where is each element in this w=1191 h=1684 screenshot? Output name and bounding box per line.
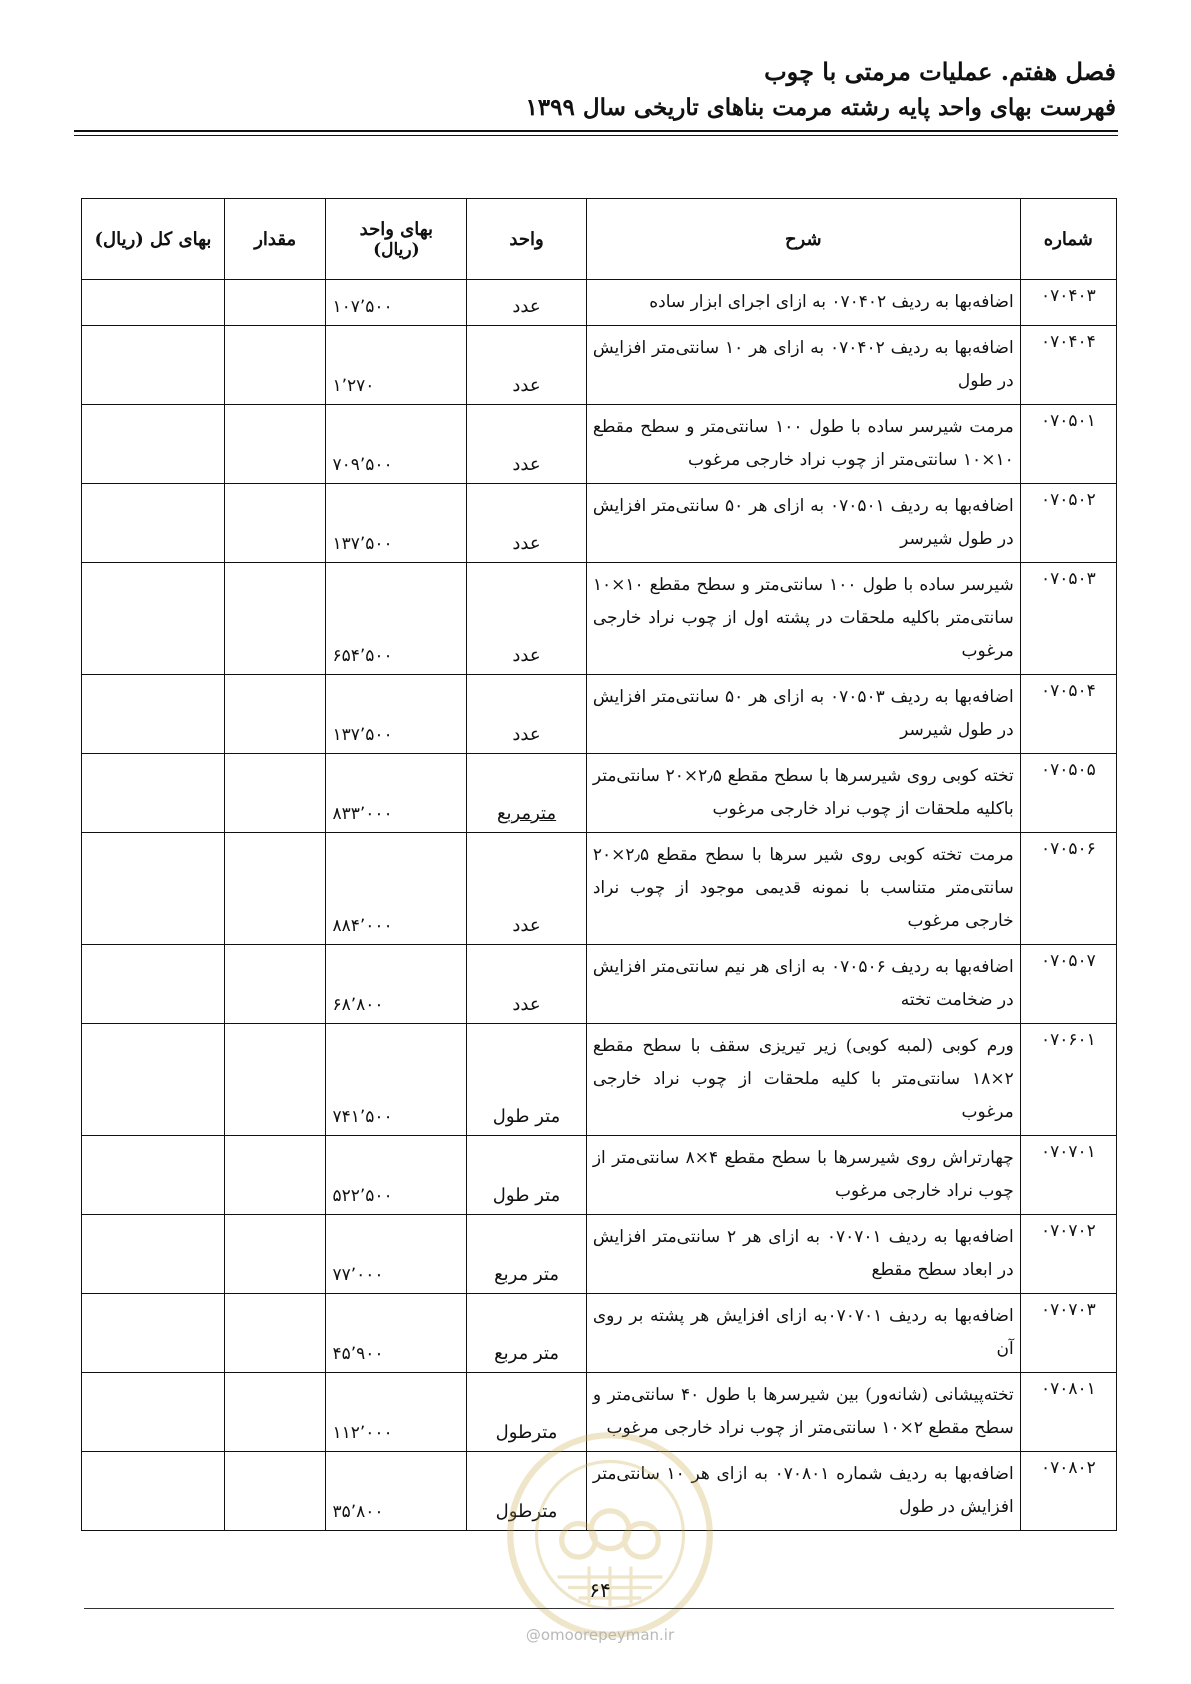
row-total-price bbox=[82, 563, 225, 675]
row-quantity bbox=[224, 1294, 326, 1373]
row-code: ۰۷۰۵۰۲ bbox=[1020, 484, 1116, 563]
row-total-price bbox=[82, 405, 225, 484]
header-divider-thick bbox=[74, 130, 1118, 132]
row-quantity bbox=[224, 945, 326, 1024]
row-description: تخته کوبی روی شیرسرها با سطح مقطع ۲٫۵×۲۰ سانتی‌متر باکلیه ملحقات از چوب نراد خارجی مرغوب bbox=[586, 754, 1020, 833]
header-unit-price bbox=[326, 199, 467, 280]
row-unit-label: عدد bbox=[512, 454, 541, 475]
row-code: ۰۷۰۷۰۳ bbox=[1020, 1294, 1116, 1373]
row-unit bbox=[467, 405, 587, 484]
table-row bbox=[82, 945, 1117, 1024]
table-row bbox=[82, 1024, 1117, 1136]
row-code: ۰۷۰۶۰۱ bbox=[1020, 1024, 1116, 1136]
header-description: شرح bbox=[586, 199, 1020, 280]
row-description: شیرسر ساده با طول ۱۰۰ سانتی‌متر و سطح مقطع ۱۰×۱۰ سانتی‌متر باکلیه ملحقات در پشته اول از چوب نراد خارجی مرغوب bbox=[586, 563, 1020, 675]
table-row bbox=[82, 754, 1117, 833]
chapter-title: فصل هفتم. عملیات مرمتی با چوب bbox=[764, 57, 1116, 86]
row-unit-price: ۴۵٬۹۰۰ bbox=[326, 1294, 467, 1373]
row-unit-label: عدد bbox=[512, 296, 541, 317]
footer-watermark-url: @omoorepeyman.ir bbox=[525, 1626, 675, 1644]
row-total-price bbox=[82, 754, 225, 833]
row-code: ۰۷۰۵۰۷ bbox=[1020, 945, 1116, 1024]
row-description: اضافه‌بها به ردیف ۰۷۰۷۰۱به ازای افزایش هر پشته بر روی آن bbox=[586, 1294, 1020, 1373]
row-unit-label: مترطول bbox=[495, 1501, 558, 1522]
row-quantity bbox=[224, 754, 326, 833]
row-quantity bbox=[224, 1136, 326, 1215]
row-code: ۰۷۰۴۰۴ bbox=[1020, 326, 1116, 405]
row-code: ۰۷۰۵۰۱ bbox=[1020, 405, 1116, 484]
row-quantity bbox=[224, 1373, 326, 1452]
row-quantity bbox=[224, 833, 326, 945]
table-body bbox=[82, 280, 1117, 1531]
row-description: اضافه‌بها به ردیف شماره ۰۷۰۸۰۱ به ازای هر ۱۰ سانتی‌متر افزایش در طول bbox=[586, 1452, 1020, 1531]
row-unit-label: متر مربع bbox=[494, 1343, 559, 1364]
row-unit bbox=[467, 833, 587, 945]
row-unit-label: متر طول bbox=[492, 1185, 561, 1206]
row-quantity bbox=[224, 1452, 326, 1531]
row-unit bbox=[467, 1373, 587, 1452]
row-total-price bbox=[82, 1452, 225, 1531]
row-unit-label: عدد bbox=[512, 724, 541, 745]
table-row bbox=[82, 280, 1117, 326]
table-row bbox=[82, 1215, 1117, 1294]
table-row bbox=[82, 1136, 1117, 1215]
row-unit-price: ۷۷٬۰۰۰ bbox=[326, 1215, 467, 1294]
row-description: چهارتراش روی شیرسرها با سطح مقطع ۴×۸ سانتی‌متر از چوب نراد خارجی مرغوب bbox=[586, 1136, 1020, 1215]
row-total-price bbox=[82, 1136, 225, 1215]
header-unit-price-currency: (ریال) bbox=[373, 239, 420, 260]
row-unit bbox=[467, 1136, 587, 1215]
row-total-price bbox=[82, 1294, 225, 1373]
header-code: شماره bbox=[1020, 199, 1116, 280]
row-code: ۰۷۰۷۰۱ bbox=[1020, 1136, 1116, 1215]
row-description: تخته‌پیشانی (شانه‌ور) بین شیرسرها با طول ۴۰ سانتی‌متر و سطح مقطع ۲×۱۰ سانتی‌متر از چوب نراد خارجی مرغوب bbox=[586, 1373, 1020, 1452]
row-unit bbox=[467, 945, 587, 1024]
row-unit-label: عدد bbox=[512, 375, 541, 396]
row-unit-price: ۷۰۹٬۵۰۰ bbox=[326, 405, 467, 484]
row-total-price bbox=[82, 280, 225, 326]
row-unit-price: ۱۱۲٬۰۰۰ bbox=[326, 1373, 467, 1452]
header-unit-price-label: بهای واحد bbox=[359, 218, 434, 240]
row-unit bbox=[467, 280, 587, 326]
row-code: ۰۷۰۵۰۵ bbox=[1020, 754, 1116, 833]
row-quantity bbox=[224, 405, 326, 484]
row-unit-price: ۷۴۱٬۵۰۰ bbox=[326, 1024, 467, 1136]
row-unit-label: عدد bbox=[512, 915, 541, 936]
header-divider-thin bbox=[74, 135, 1118, 136]
row-unit bbox=[467, 326, 587, 405]
table-row bbox=[82, 1373, 1117, 1452]
row-quantity bbox=[224, 563, 326, 675]
row-quantity bbox=[224, 326, 326, 405]
row-quantity bbox=[224, 484, 326, 563]
row-code: ۰۷۰۴۰۳ bbox=[1020, 280, 1116, 326]
row-description: اضافه‌بها به ردیف ۰۷۰۴۰۲ به ازای اجرای ابزار ساده bbox=[586, 280, 1020, 326]
price-list-table bbox=[81, 198, 1117, 1531]
table-row bbox=[82, 563, 1117, 675]
row-code: ۰۷۰۵۰۴ bbox=[1020, 675, 1116, 754]
row-unit-label: متر طول bbox=[492, 1106, 561, 1127]
row-unit-price: ۸۸۴٬۰۰۰ bbox=[326, 833, 467, 945]
row-quantity bbox=[224, 1215, 326, 1294]
table-row bbox=[82, 833, 1117, 945]
table-row bbox=[82, 484, 1117, 563]
row-unit-price: ۵۲۲٬۵۰۰ bbox=[326, 1136, 467, 1215]
row-description: اضافه‌بها به ردیف ۰۷۰۵۰۶ به ازای هر نیم سانتی‌متر افزایش در ضخامت تخته bbox=[586, 945, 1020, 1024]
row-unit-label: عدد bbox=[512, 994, 541, 1015]
table-header-row bbox=[82, 199, 1117, 280]
row-unit-price: ۱٬۲۷۰ bbox=[326, 326, 467, 405]
table-row bbox=[82, 1294, 1117, 1373]
page-number: ۶۴ bbox=[589, 1578, 611, 1602]
list-title: فهرست بهای واحد پایه رشته مرمت بناهای تاریخی سال ۱۳۹۹ bbox=[525, 94, 1116, 121]
row-quantity bbox=[224, 280, 326, 326]
row-unit-price: ۳۵٬۸۰۰ bbox=[326, 1452, 467, 1531]
row-total-price bbox=[82, 833, 225, 945]
row-description: مرمت شیرسر ساده با طول ۱۰۰ سانتی‌متر و سطح مقطع ۱۰×۱۰ سانتی‌متر از چوب نراد خارجی مرغوب bbox=[586, 405, 1020, 484]
row-unit-price: ۱۰۷٬۵۰۰ bbox=[326, 280, 467, 326]
row-unit bbox=[467, 563, 587, 675]
header-quantity: مقدار bbox=[224, 199, 326, 280]
row-code: ۰۷۰۵۰۳ bbox=[1020, 563, 1116, 675]
table-row bbox=[82, 675, 1117, 754]
row-description: اضافه‌بها به ردیف ۰۷۰۷۰۱ به ازای هر ۲ سانتی‌متر افزایش در ابعاد سطح مقطع bbox=[586, 1215, 1020, 1294]
row-unit-label: عدد bbox=[512, 645, 541, 666]
row-quantity bbox=[224, 1024, 326, 1136]
row-code: ۰۷۰۸۰۱ bbox=[1020, 1373, 1116, 1452]
row-description: مرمت تخته کوبی روی شیر سرها با سطح مقطع ۲٫۵×۲۰ سانتی‌متر متناسب با نمونه قدیمی موجود از چوب نراد خارجی مرغوب bbox=[586, 833, 1020, 945]
row-unit-label: متر مربع bbox=[494, 1264, 559, 1285]
row-unit-label: مترمربع bbox=[496, 803, 557, 824]
footer-divider bbox=[84, 1608, 1114, 1609]
row-unit bbox=[467, 484, 587, 563]
row-description: اضافه‌بها به ردیف ۰۷۰۵۰۱ به ازای هر ۵۰ سانتی‌متر افزایش در طول شیرسر bbox=[586, 484, 1020, 563]
row-total-price bbox=[82, 484, 225, 563]
row-total-price bbox=[82, 675, 225, 754]
row-total-price bbox=[82, 1215, 225, 1294]
row-code: ۰۷۰۷۰۲ bbox=[1020, 1215, 1116, 1294]
row-code: ۰۷۰۸۰۲ bbox=[1020, 1452, 1116, 1531]
table-row bbox=[82, 326, 1117, 405]
row-unit-price: ۶۸٬۸۰۰ bbox=[326, 945, 467, 1024]
row-quantity bbox=[224, 675, 326, 754]
row-description: اضافه‌بها به ردیف ۰۷۰۵۰۳ به ازای هر ۵۰ سانتی‌متر افزایش در طول شیرسر bbox=[586, 675, 1020, 754]
row-total-price bbox=[82, 945, 225, 1024]
page-header bbox=[76, 54, 1116, 126]
row-total-price bbox=[82, 1024, 225, 1136]
row-unit bbox=[467, 1024, 587, 1136]
table-row bbox=[82, 405, 1117, 484]
row-unit bbox=[467, 1294, 587, 1373]
row-unit-price: ۶۵۴٬۵۰۰ bbox=[326, 563, 467, 675]
header-total-price: بهای کل (ریال) bbox=[82, 199, 225, 280]
row-total-price bbox=[82, 326, 225, 405]
row-unit-price: ۱۳۷٬۵۰۰ bbox=[326, 675, 467, 754]
row-unit bbox=[467, 1452, 587, 1531]
row-unit bbox=[467, 754, 587, 833]
row-unit-price: ۸۳۳٬۰۰۰ bbox=[326, 754, 467, 833]
header-unit: واحد bbox=[467, 199, 587, 280]
row-unit-label: عدد bbox=[512, 533, 541, 554]
row-description: اضافه‌بها به ردیف ۰۷۰۴۰۲ به ازای هر ۱۰ سانتی‌متر افزایش در طول bbox=[586, 326, 1020, 405]
row-unit-label: مترطول bbox=[495, 1422, 558, 1443]
row-code: ۰۷۰۵۰۶ bbox=[1020, 833, 1116, 945]
row-unit-price: ۱۳۷٬۵۰۰ bbox=[326, 484, 467, 563]
row-description: ورم کوبی (لمبه کوبی) زیر تیریزی سقف با سطح مقطع ۲×۱۸ سانتی‌متر با کلیه ملحقات از چوب نراد خارجی مرغوب bbox=[586, 1024, 1020, 1136]
table-row bbox=[82, 1452, 1117, 1531]
row-total-price bbox=[82, 1373, 225, 1452]
row-unit bbox=[467, 1215, 587, 1294]
row-unit bbox=[467, 675, 587, 754]
